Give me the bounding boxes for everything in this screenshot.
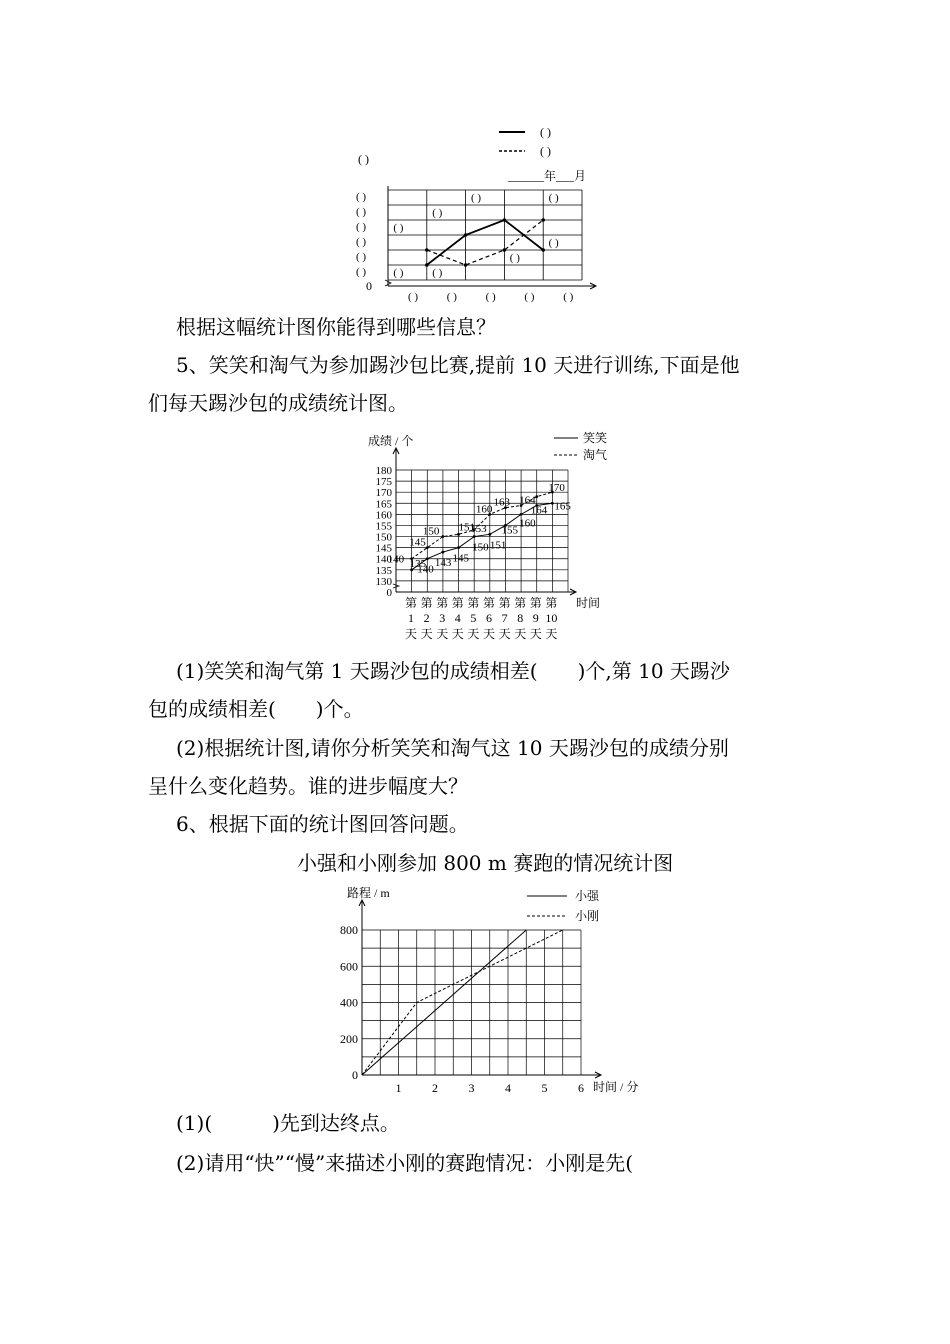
- data-point: [520, 513, 523, 516]
- cell-blank: ( ): [548, 237, 559, 249]
- chart2-legend-taoqi: 淘气: [583, 448, 608, 462]
- cell-blank: ( ): [471, 192, 482, 204]
- q5-line2: 们每天踢沙包的成绩统计图。: [148, 391, 408, 415]
- data-label: 170: [548, 482, 565, 495]
- chart3-legend-xiaogang: 小刚: [575, 909, 600, 923]
- x-tick-num: 7: [501, 611, 508, 625]
- x-tick-num: 10: [545, 611, 558, 625]
- data-label: 143: [434, 557, 452, 570]
- data-label: 160: [475, 503, 493, 516]
- data-label: 151: [489, 539, 507, 552]
- origin-zero: 0: [366, 279, 372, 293]
- q6-line: 6、根据下面的统计图回答问题。: [176, 812, 469, 836]
- x-tick-day: 天: [545, 627, 558, 641]
- data-point: [473, 535, 476, 538]
- data-point: [488, 533, 491, 536]
- y-tick-blank: ( ): [356, 266, 367, 278]
- sandbag-score-chart: [356, 428, 626, 646]
- y-tick-blank: ( ): [356, 191, 367, 203]
- x-tick-blank: ( ): [446, 291, 457, 303]
- chart1-grid: [356, 186, 596, 303]
- chart1-dashed-series-point: [503, 248, 507, 252]
- data-point: [535, 495, 538, 498]
- data-label: 153: [470, 522, 487, 535]
- x-tick-day: 天: [529, 627, 542, 641]
- x-tick-word: 第: [436, 596, 449, 610]
- x-tick-blank: ( ): [408, 291, 419, 303]
- x-tick-day: 天: [451, 627, 464, 641]
- y-tick-label: 140: [375, 553, 392, 566]
- x-tick-label: 6: [578, 1081, 584, 1095]
- chart1-dashed-series-point: [541, 218, 545, 222]
- x-tick-day: 天: [436, 627, 449, 641]
- data-label: 145: [452, 552, 470, 565]
- chart3-legend-xiaoqiang: 小强: [575, 889, 600, 903]
- q5-sub2-line1: (2)根据统计图,请你分析笑笑和淘气这 10 天踢沙包的成绩分别: [176, 736, 729, 760]
- cell-blank: ( ): [548, 192, 559, 204]
- chart1-solid-series-point: [503, 218, 507, 222]
- data-point: [457, 533, 460, 536]
- x-tick-word: 第: [498, 596, 511, 610]
- cell-blank: ( ): [393, 267, 404, 279]
- y-tick-label: 0: [352, 1068, 358, 1082]
- y-tick-label: 135: [375, 564, 392, 577]
- q5-sub1-line2: 包的成绩相差( )个。: [148, 697, 364, 721]
- cell-blank: ( ): [432, 267, 443, 279]
- x-tick-num: 2: [423, 611, 430, 625]
- data-point: [426, 557, 429, 560]
- chart1-dashed-series-point: [425, 248, 429, 252]
- legend-solid-blank: ( ): [540, 125, 551, 139]
- legend-dashed-blank: ( ): [540, 144, 551, 158]
- cell-blank: ( ): [432, 207, 443, 219]
- data-label: 150: [422, 525, 440, 538]
- x-tick-word: 第: [451, 596, 464, 610]
- y-tick-label: 800: [340, 923, 358, 937]
- y-tick-label: 130: [375, 575, 392, 588]
- data-label: 145: [409, 536, 426, 549]
- data-point: [442, 551, 445, 554]
- chart2-legend-xiaoxiao: 笑笑: [583, 431, 608, 445]
- data-point: [457, 546, 460, 549]
- data-label: 135: [409, 557, 427, 570]
- y-unit-blank: ( ): [358, 152, 369, 166]
- y-tick-label: 165: [375, 498, 392, 511]
- y-tick-label: 145: [375, 542, 392, 555]
- x-tick-word: 第: [514, 596, 527, 610]
- data-label: 160: [519, 517, 536, 530]
- x-tick-word: 第: [404, 596, 418, 610]
- x-tick-label: 5: [541, 1081, 548, 1095]
- data-label: 164: [519, 494, 536, 507]
- x-tick-day: 天: [420, 627, 433, 641]
- x-tick-num: 6: [486, 611, 492, 625]
- x-tick-blank: ( ): [524, 291, 535, 303]
- y-tick-blank: ( ): [356, 236, 367, 248]
- x-tick-label: 4: [505, 1081, 511, 1095]
- x-tick-num: 3: [439, 611, 446, 625]
- chart1-solid-series-point: [425, 263, 429, 267]
- x-tick-num: 8: [517, 611, 524, 625]
- y-tick-blank: ( ): [356, 221, 367, 233]
- data-label: 165: [554, 500, 571, 513]
- x-tick-num: 9: [532, 611, 539, 625]
- y-tick-label: 155: [375, 520, 392, 533]
- x-tick-label: 2: [432, 1081, 438, 1095]
- chart3-ylabel: 路程 / m: [347, 886, 390, 900]
- x-tick-day: 天: [482, 627, 496, 641]
- y-tick-label: 200: [340, 1031, 358, 1046]
- x-tick-blank: ( ): [485, 291, 496, 303]
- chart1-solid-series: [427, 220, 543, 265]
- x-tick-num: 4: [454, 611, 461, 625]
- y-tick-blank: ( ): [356, 251, 367, 263]
- data-label: 140: [417, 563, 434, 576]
- x-tick-word: 第: [482, 596, 496, 610]
- data-point: [551, 502, 554, 505]
- chart2-xlabel: 时间: [576, 596, 601, 610]
- data-label: 151: [458, 521, 476, 534]
- y-tick-label: 600: [340, 959, 358, 974]
- y-tick-label: 0: [386, 587, 392, 599]
- x-tick-day: 天: [498, 627, 511, 641]
- x-tick-day: 天: [514, 627, 527, 641]
- x-tick-num: 5: [470, 611, 477, 625]
- x-tick-day: 天: [467, 627, 480, 641]
- chart2-ylabel: 成绩 / 个: [368, 434, 414, 448]
- y-tick-blank: ( ): [356, 206, 367, 218]
- data-label: 163: [493, 496, 510, 509]
- cell-blank: ( ): [509, 252, 520, 264]
- cell-blank: ( ): [393, 222, 404, 234]
- blank-line-chart: [340, 118, 640, 308]
- x-tick-label: 1: [395, 1081, 402, 1095]
- x-tick-blank: ( ): [563, 291, 574, 303]
- x-tick-day: 天: [404, 627, 418, 641]
- y-tick-label: 150: [375, 531, 392, 544]
- y-tick-label: 175: [375, 476, 392, 489]
- data-point: [426, 546, 429, 549]
- y-tick-label: 170: [375, 487, 392, 500]
- q6-sub2: (2)请用“快”“慢”来描述小刚的赛跑情况：小刚是先(: [176, 1151, 634, 1175]
- y-tick-label: 400: [340, 995, 358, 1010]
- chart1-dashed-series-point: [464, 263, 468, 267]
- q5-sub1-line1: (1)笑笑和淘气第 1 天踢沙包的成绩相差( )个,第 10 天踢沙: [176, 659, 730, 683]
- data-label: 164: [530, 504, 548, 517]
- q5-sub2-line2: 呈什么变化趋势。谁的进步幅度大？: [148, 774, 468, 798]
- x-tick-word: 第: [467, 596, 480, 610]
- data-label: 140: [387, 553, 405, 566]
- chart1-solid-series-point: [541, 248, 545, 252]
- date-label: ______年___月: [508, 169, 587, 183]
- q6-chart-title: 小强和小刚参加 800 m 赛跑的情况统计图: [297, 851, 674, 875]
- y-tick-label: 160: [375, 509, 392, 522]
- x-tick-word: 第: [545, 596, 558, 610]
- data-point: [442, 535, 445, 538]
- data-label: 150: [472, 541, 489, 554]
- q6-sub1: (1)( )先到达终点。: [176, 1111, 400, 1135]
- data-label: 155: [501, 524, 518, 537]
- x-tick-label: 3: [468, 1081, 475, 1095]
- x-tick-num: 1: [408, 611, 414, 625]
- x-tick-word: 第: [420, 596, 433, 610]
- x-tick-word: 第: [529, 596, 542, 610]
- q4-prompt: 根据这幅统计图你能得到哪些信息？: [176, 315, 496, 339]
- q5-line1: 5、笑笑和淘气为参加踢沙包比赛,提前 10 天进行训练,下面是他: [176, 353, 740, 377]
- y-tick-label: 180: [375, 465, 392, 477]
- chart1-solid-series-point: [464, 233, 468, 237]
- race-distance-chart: [335, 880, 655, 1095]
- chart3-xlabel: 时间 / 分: [593, 1080, 639, 1094]
